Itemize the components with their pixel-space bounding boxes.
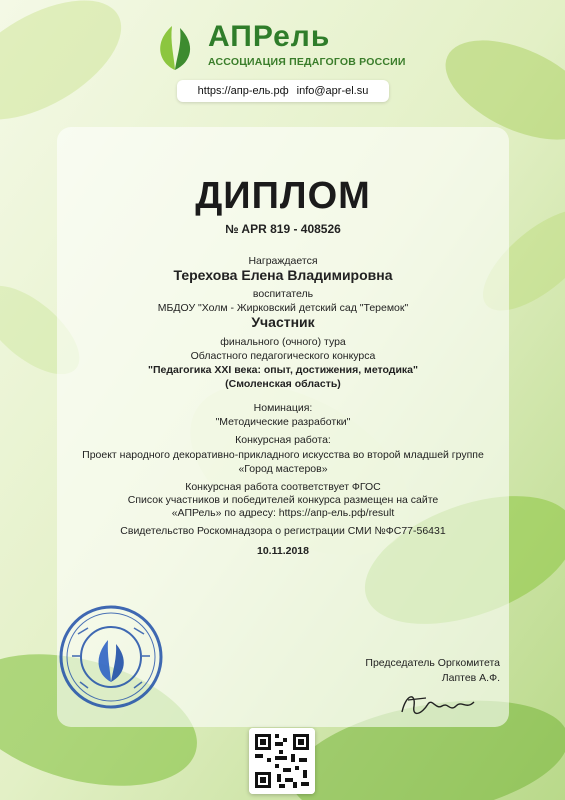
logo-title: АПРель (208, 20, 331, 53)
contest-round: финального (очного) тура (220, 336, 346, 348)
contest-type: Областного педагогического конкурса (190, 350, 376, 362)
contact-bar (177, 80, 389, 102)
nomination-label: Номинация: (253, 402, 313, 414)
site-link[interactable]: https://апр-ель.рф (197, 85, 289, 97)
nomination-value: "Методические разработки" (215, 416, 351, 428)
work-title-line1: Проект народного декоративно-прикладного искусства во второй младшей группе (82, 449, 484, 461)
issue-date: 10.11.2018 (257, 545, 309, 557)
registration-note: Свидетельство Роскомнадзора о регистрации СМИ №ФС77-56431 (120, 525, 446, 537)
results-url-note: «АПРель» по адресу: https://апр-ель.рф/result (171, 507, 395, 519)
award-status: Участник (251, 314, 315, 330)
signature-icon (392, 684, 492, 724)
signatory-role: Председатель Оргкомитета (365, 657, 500, 669)
recipient-organization: МБДОУ "Холм - Жирковский детский сад "Теремок" (157, 302, 409, 314)
fgos-note: Конкурсная работа соответствует ФГОС (185, 481, 381, 493)
results-list-note: Список участников и победителей конкурса размещен на сайте (127, 494, 439, 506)
diploma-title: ДИПЛОМ (195, 175, 371, 217)
qr-code-icon[interactable] (249, 728, 315, 794)
seal-stamp-icon (58, 604, 164, 710)
email-link[interactable]: info@apr-el.su (296, 85, 369, 97)
leaf-logo-icon (150, 22, 200, 72)
brand-logo (150, 18, 420, 78)
work-title-line2: «Город мастеров» (238, 463, 328, 475)
work-label: Конкурсная работа: (235, 434, 331, 446)
recipient-name: Терехова Елена Владимировна (173, 267, 393, 283)
contest-region: (Смоленская область) (225, 378, 341, 390)
signature-block (310, 656, 500, 686)
diploma-number: № APR 819 - 408526 (225, 222, 341, 236)
contest-name: "Педагогика XXI века: опыт, достижения, методика" (148, 364, 418, 376)
signatory-name: Лаптев А.Ф. (441, 672, 500, 684)
awarded-label: Награждается (248, 255, 318, 267)
recipient-position: воспитатель (252, 288, 314, 300)
logo-subtitle: АССОЦИАЦИЯ ПЕДАГОГОВ РОССИИ (208, 56, 406, 68)
